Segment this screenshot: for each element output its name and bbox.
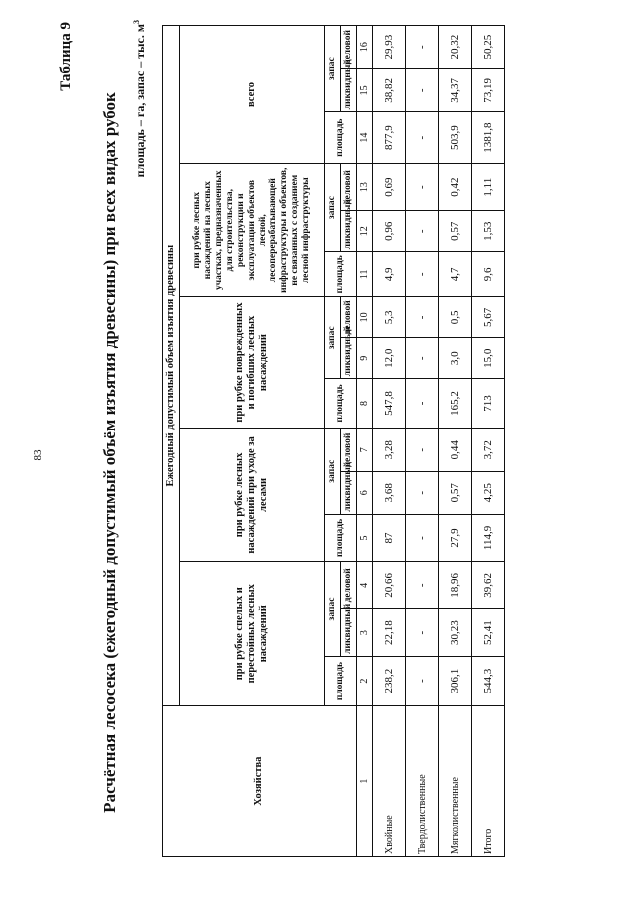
business-header: деловой [340,562,356,609]
table-cell: - [406,211,439,252]
table-cell: - [406,514,439,561]
table-cell: 3,0 [439,338,472,379]
stock-header: запас [325,562,341,657]
area-header: площадь [325,514,357,561]
table-cell: 503,9 [439,112,472,164]
table-cell: 50,25 [472,26,505,69]
table-cell: 713 [472,379,505,429]
table-cell: - [406,562,439,609]
table-cell: 20,66 [373,562,406,609]
table-cell: 52,41 [472,609,505,656]
table-cell: 547,8 [373,379,406,429]
table-cell: 1,53 [472,211,505,252]
row-label: Мягколиственные [439,706,472,857]
col-number: 2 [356,656,373,706]
row-label: Хвойные [373,706,406,857]
table-cell: 29,93 [373,26,406,69]
table-cell: - [406,252,439,297]
units-superscript: 3 [132,20,141,24]
table-cell: 4,9 [373,252,406,297]
area-header: площадь [325,379,357,429]
table-cell: 1,11 [472,164,505,211]
table-cell: - [406,69,439,112]
col-number: 1 [356,706,373,857]
table-cell: 1381,8 [472,112,505,164]
table-cell: - [406,609,439,656]
stock-header: запас [325,26,341,112]
table-row [472,26,505,857]
harvest-table [162,25,505,857]
table-cell: 114,9 [472,514,505,561]
group-2-header: при рубке лесных насаждений при уходе за лесами [180,428,325,561]
col-number: 5 [356,514,373,561]
table-cell: 12,0 [373,338,406,379]
col-number: 12 [356,211,373,252]
col-number: 4 [356,562,373,609]
table-caption: Расчётная лесосека (ежегодный допустимый объём изъятия древесины) при всех видах рубок [100,92,119,813]
table-cell: 20,32 [439,26,472,69]
col-number: 3 [356,609,373,656]
table-cell: 15,0 [472,338,505,379]
page-number: 83 [32,449,44,461]
table-cell: 0,96 [373,211,406,252]
group-3-header: при рубке поврежденных и погибших лесных насаждений [180,297,325,428]
liquid-header: ликвидный [340,471,356,514]
col-number: 15 [356,69,373,112]
group-1-header: при рубке спелых и перестойных лесных насаждений [180,562,325,706]
group-5-header: всего [180,26,325,164]
table-cell: 165,2 [439,379,472,429]
business-header: деловой [340,297,356,338]
table-cell: 0,57 [439,211,472,252]
area-header: площадь [325,656,357,706]
liquid-header: ликвидный [340,211,356,252]
stock-header: запас [325,164,341,252]
table-cell: 18,96 [439,562,472,609]
table-cell: 39,62 [472,562,505,609]
col-number: 14 [356,112,373,164]
farms-header: Хозяйства [163,706,357,857]
col-number: 8 [356,379,373,429]
units-text: площадь – га, запас – тыс. м [133,24,147,178]
table-cell: 3,72 [472,428,505,471]
table-cell: 0,44 [439,428,472,471]
row-label: Итого [472,706,505,857]
liquid-header: ликвидный [340,69,356,112]
table-cell: 0,42 [439,164,472,211]
table-cell: 3,28 [373,428,406,471]
table-cell: 27,9 [439,514,472,561]
table-cell: - [406,379,439,429]
table-cell: 38,82 [373,69,406,112]
row-label: Твердолиственные [406,706,439,857]
business-header: деловой [340,164,356,211]
column-number-row [356,26,373,857]
table-cell: - [406,112,439,164]
header-row-1 [163,26,180,857]
table-row [439,26,472,857]
col-number: 11 [356,252,373,297]
col-number: 9 [356,338,373,379]
table-row [373,26,406,857]
table-cell: 877,9 [373,112,406,164]
group-header: Ежегодный допустимый объем изъятия древесины [163,26,180,706]
table-cell: - [406,297,439,338]
table-cell: 0,69 [373,164,406,211]
table-cell: 238,2 [373,656,406,706]
table-cell: - [406,471,439,514]
area-header: площадь [325,252,357,297]
stock-header: запас [325,297,341,379]
table-cell: - [406,428,439,471]
table-cell: 4,25 [472,471,505,514]
table-cell: 0,5 [439,297,472,338]
stock-header: запас [325,428,341,514]
col-number: 13 [356,164,373,211]
table-body [373,26,505,857]
table-cell: 544,3 [472,656,505,706]
business-header: деловой [340,26,356,69]
table-cell: - [406,656,439,706]
table-cell: 73,19 [472,69,505,112]
table-cell: - [406,26,439,69]
table-cell: 5,67 [472,297,505,338]
business-header: деловой [340,428,356,471]
table-cell: 30,23 [439,609,472,656]
table-cell: 5,3 [373,297,406,338]
table-cell: 87 [373,514,406,561]
units-note [132,20,148,177]
table-cell: 4,7 [439,252,472,297]
table-cell: 9,6 [472,252,505,297]
liquid-header: ликвидный [340,609,356,656]
group-4-header: при рубке лесных насаждений на лесных участках, предназначенных для строительства, реконструкции и эксплуатации объектов лесной, лесоперерабатывающей инфраструктуры и объектов, не связанных с созданием лесной инфраструктуры [180,164,325,297]
table-cell: 3,68 [373,471,406,514]
table-cell: - [406,164,439,211]
liquid-header: ликвидный [340,338,356,379]
area-header: площадь [325,112,357,164]
table-row [406,26,439,857]
table-cell: 0,57 [439,471,472,514]
table-cell: 22,18 [373,609,406,656]
col-number: 6 [356,471,373,514]
table-cell: 306,1 [439,656,472,706]
col-number: 16 [356,26,373,69]
table-cell: - [406,338,439,379]
table-cell: 34,37 [439,69,472,112]
col-number: 7 [356,428,373,471]
table-number: Таблица 9 [58,22,74,91]
col-number: 10 [356,297,373,338]
